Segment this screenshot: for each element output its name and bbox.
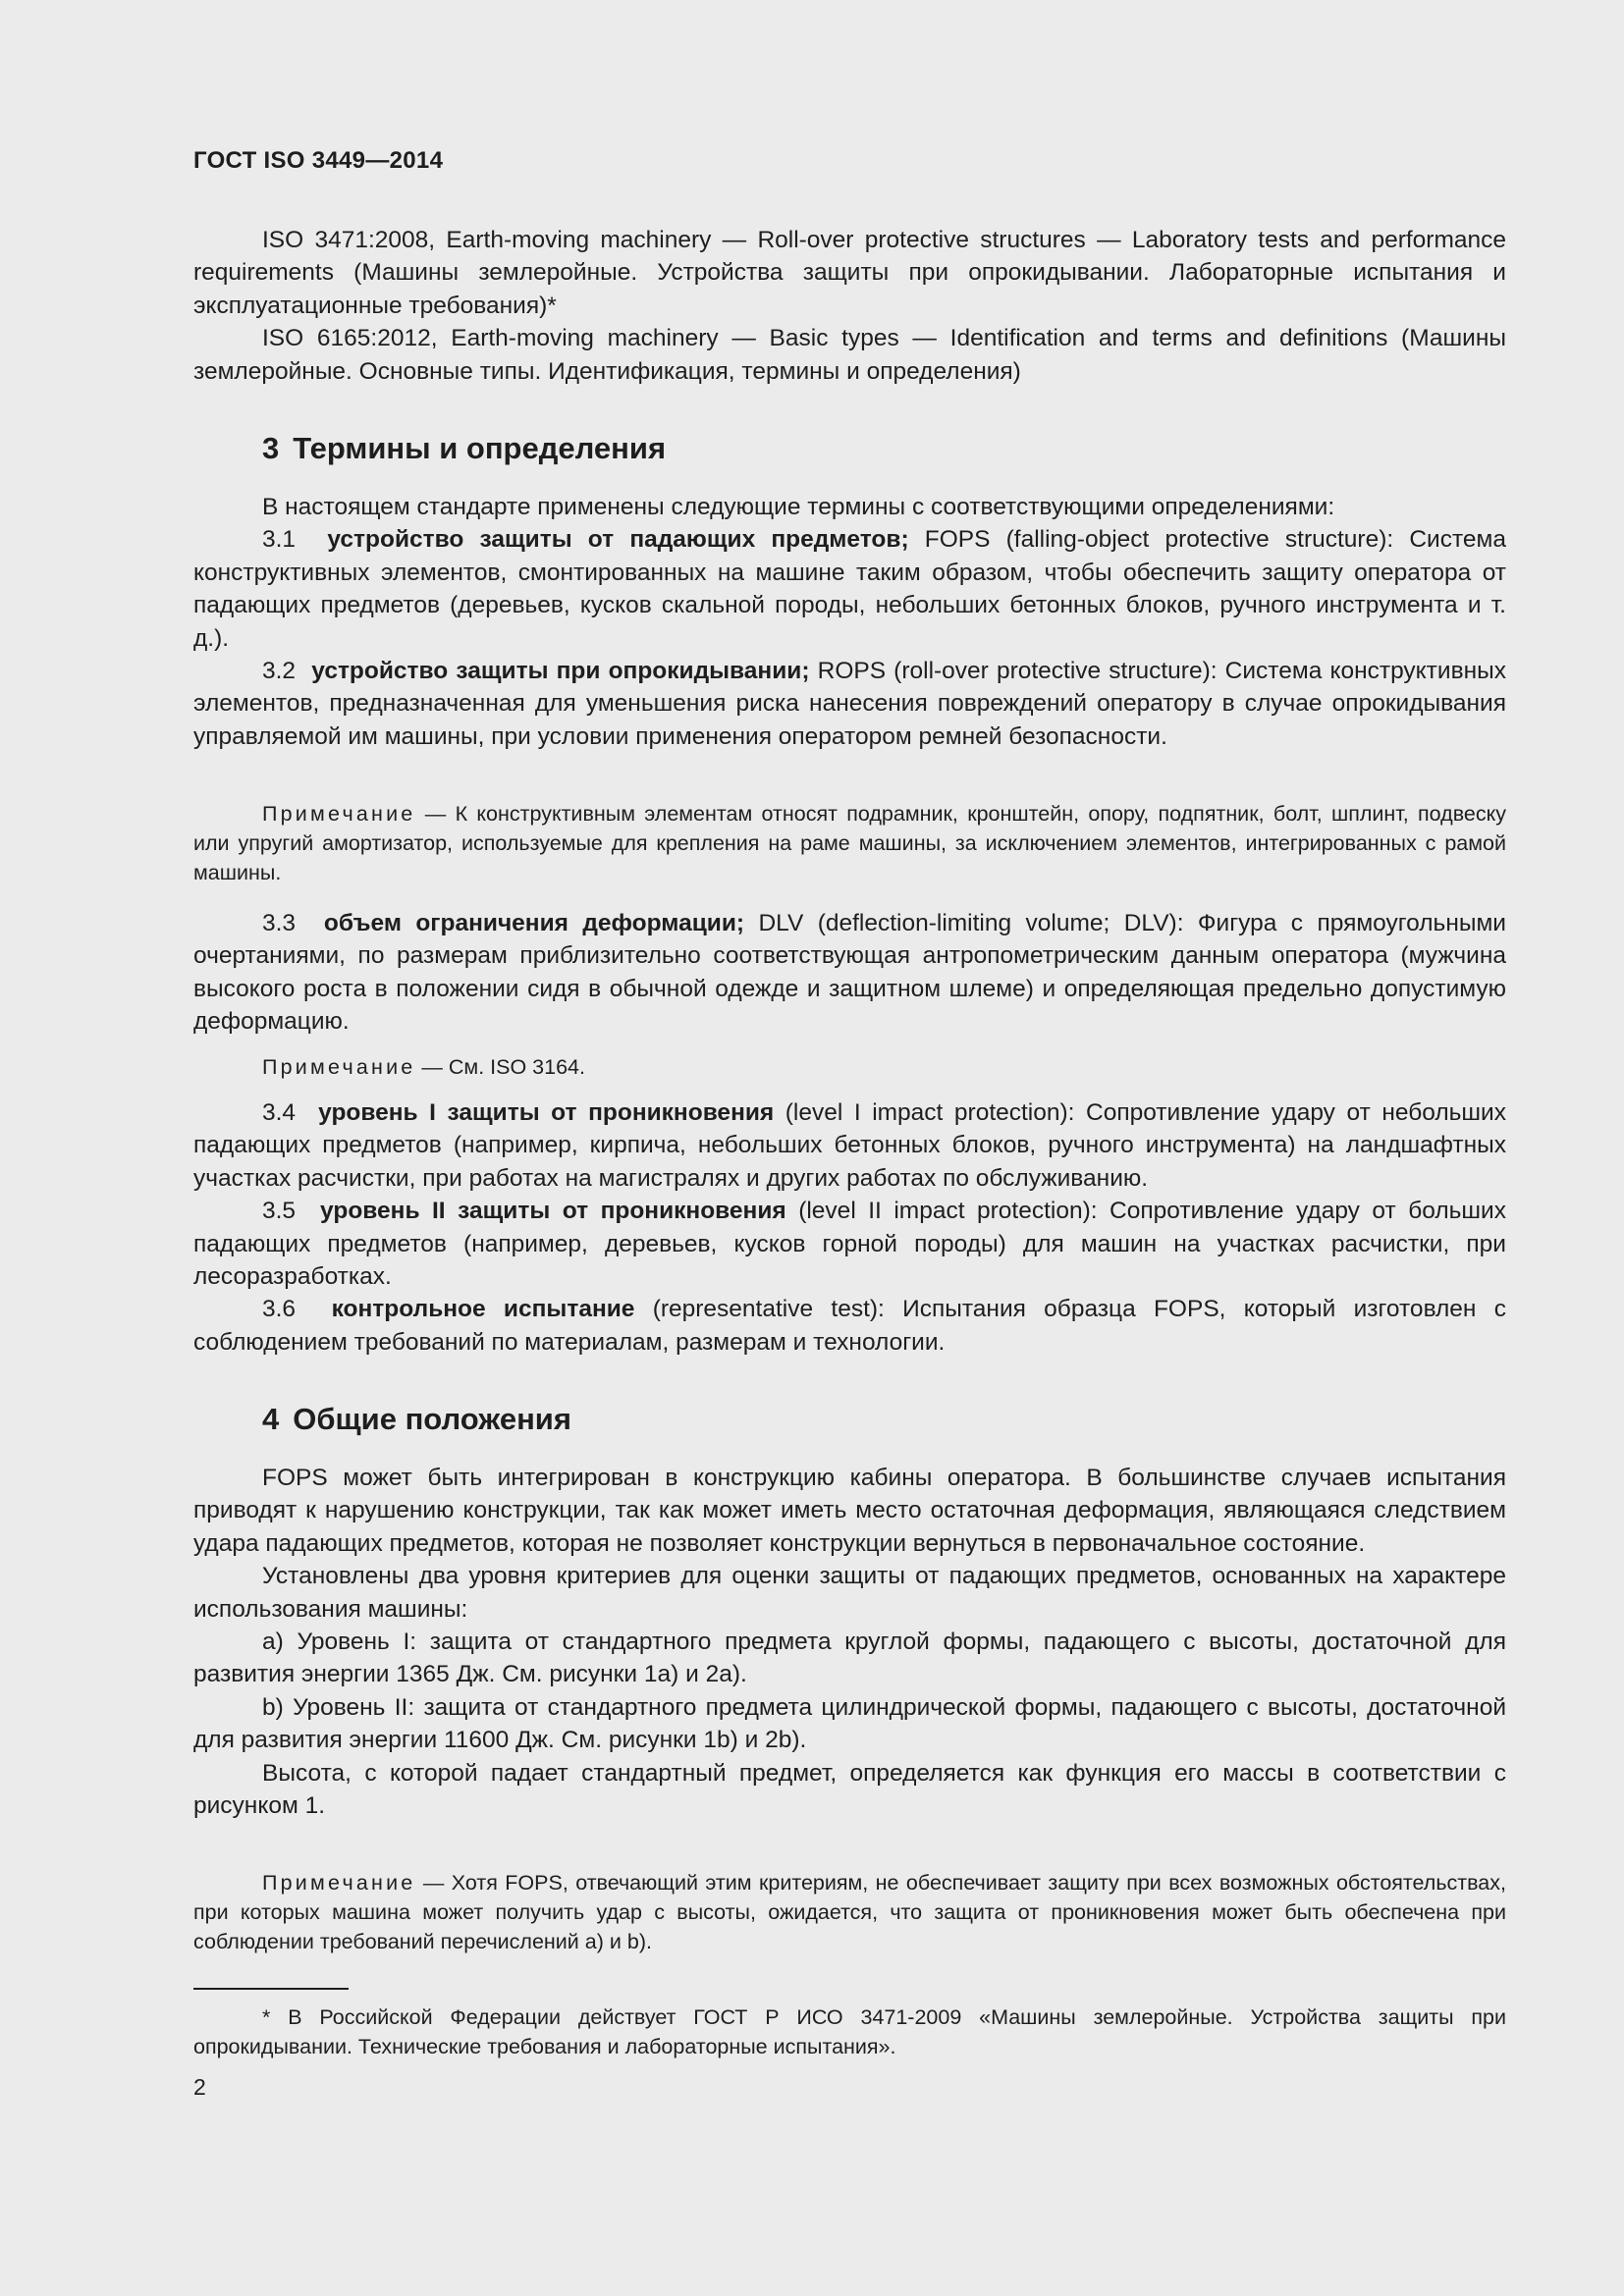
references-block xyxy=(193,224,1506,388)
note-paragraph xyxy=(193,1052,1506,1082)
section-4-paragraph-3: Высота, с которой падает стандартный предмет, определяется как функция его массы в соответствии с рисунком 1. xyxy=(193,1759,1506,1820)
note-label: Примечание xyxy=(262,1871,416,1895)
term-definition: (level I impact protection): Сопротивление удару от небольших падающих предметов (например, кирпича, небольших бетонных блоков, ручного инструмента) на ландшафтных участках расчистки, при работах на магистралях и других работах по обслуживанию. xyxy=(193,1099,1506,1192)
term-definition: (level II impact protection): Сопротивление удару от больших падающих предметов (например, деревьев, кусков горной породы) для машин на участках расчистки, при лесоразработках. xyxy=(193,1198,1506,1291)
section-3-terms-part-1 xyxy=(193,491,1506,753)
term-definition: DLV (deflection-limiting volume; DLV): Фигура с прямоугольными очертаниями, по размерам приблизительно соответствующая антропометрическим данным оператора (мужчина высокого роста в положении сидя в обычной одежде и защитном шлеме) и определяющая предельно допустимую деформацию. xyxy=(193,910,1506,1036)
note-text: — Хотя FOPS, отвечающий этим критериям, не обеспечивает защиту при всех возможных обстоятельствах, при которых машина может получить удар с высоты, ожидается, что защита от проникновения может быть обеспечена при соблюдении требований перечислений а) и b). xyxy=(193,1871,1506,1953)
section-4-heading xyxy=(193,1400,1506,1439)
note-paragraph xyxy=(193,799,1506,887)
page-number: 2 xyxy=(193,2074,206,2100)
footnote-block xyxy=(193,2002,1506,2061)
footnote-divider xyxy=(193,1988,349,1990)
term-number: 3.3 xyxy=(262,910,297,936)
note-text: — См. ISO 3164. xyxy=(415,1055,585,1079)
term-3-3 xyxy=(193,907,1506,1039)
footnote: * В Российской Федерации действует ГОСТ Р ИСО 3471-2009 «Машины землеройные. Устройства защиты при опрокидывании. Технические требования и лабораторные испытания». xyxy=(193,2005,1506,2058)
section-title: Общие положения xyxy=(293,1402,571,1436)
term-name: уровень II защиты от проникновения xyxy=(320,1198,786,1225)
section-4-list-item-b: b) Уровень II: защита от стандартного предмета цилиндрической формы, падающего с высоты, достаточной для развития энергии 11600 Дж. См. рисунки 1b) и 2b). xyxy=(193,1693,1506,1754)
section-4-body xyxy=(193,1462,1506,1822)
term-3-6 xyxy=(193,1293,1506,1359)
term-name: устройство защиты от падающих предметов; xyxy=(327,526,909,554)
document-header-title: ГОСТ ISO 3449—2014 xyxy=(193,147,444,174)
section-3-terms-part-2 xyxy=(193,1096,1506,1359)
term-definition: (representative test): Испытания образца FOPS, который изготовлен с соблюдением требований по материалам, размерам и технологии. xyxy=(193,1296,1506,1356)
term-name: устройство защиты при опрокидывании; xyxy=(311,658,810,685)
term-name: объем ограничения деформации; xyxy=(323,910,745,936)
term-number: 3.6 xyxy=(262,1296,297,1323)
term-3-5 xyxy=(193,1195,1506,1293)
note-label: Примечание xyxy=(262,1055,416,1079)
term-number: 3.5 xyxy=(262,1198,297,1225)
term-number: 3.2 xyxy=(262,658,297,685)
term-number: 3.4 xyxy=(262,1099,297,1126)
term-definition: FOPS (falling-object protective structure): Система конструктивных элементов, смонтированных на машине таким образом, чтобы обеспечить защиту оператора от падающих предметов (деревьев, кусков скальной породы, небольших бетонных блоков, ручного инструмента и т. д.). xyxy=(193,526,1506,652)
section-number: 3 xyxy=(262,431,280,465)
term-name: контрольное испытание xyxy=(331,1296,635,1323)
note-label: Примечание xyxy=(262,802,416,826)
term-3-2 xyxy=(193,655,1506,753)
section-heading xyxy=(193,1400,1506,1439)
reference-iso-6165: ISO 6165:2012, Earth-moving machinery — Basic types — Identification and terms and definitions (Машины землеройные. Основные типы. Идентификация, термины и определения) xyxy=(193,325,1506,385)
section-4-paragraph-1: FOPS может быть интегрирован в конструкцию кабины оператора. В большинстве случаев испытания приводят к нарушению конструкции, так как может иметь место остаточная деформация, являющаяся следствием удара падающих предметов, которая не позволяет конструкции вернуться в первоначальное состояние. xyxy=(193,1465,1506,1557)
section-3-heading xyxy=(193,429,1506,468)
term-number: 3.1 xyxy=(262,526,297,554)
section-number: 4 xyxy=(262,1402,280,1436)
term-3-4 xyxy=(193,1096,1506,1195)
section-title: Термины и определения xyxy=(293,431,667,465)
term-name: уровень I защиты от проникновения xyxy=(318,1099,775,1126)
term-definition: ROPS (roll-over protective structure): Система конструктивных элементов, предназначенная для уменьшения риска нанесения повреждений оператору в случае опрокидывания управляемой им машины, при условии применения оператором ремней безопасности. xyxy=(193,658,1506,750)
note-paragraph xyxy=(193,1868,1506,1956)
note-section-4 xyxy=(193,1868,1506,1956)
term-3-3-block xyxy=(193,907,1506,1039)
note-3-2 xyxy=(193,799,1506,887)
term-3-1 xyxy=(193,523,1506,655)
note-text: — К конструктивным элементам относят подрамник, кронштейн, опору, подпятник, болт, шплинт, подвеску или упругий амортизатор, используемые для крепления на раме машины, за исключением элементов, интегрированных с рамой машины. xyxy=(193,802,1506,884)
section-3-intro: В настоящем стандарте применены следующие термины с соответствующими определениями: xyxy=(262,494,1335,520)
note-3-3 xyxy=(193,1052,1506,1082)
section-4-paragraph-2: Установлены два уровня критериев для оценки защиты от падающих предметов, основанных на характере использования машины: xyxy=(193,1563,1506,1623)
section-heading xyxy=(193,429,1506,468)
document-page xyxy=(193,0,1506,2296)
reference-iso-3471: ISO 3471:2008, Earth-moving machinery — Roll-over protective structures — Laboratory tests and performance requirements (Машины землеройные. Устройства защиты при опрокидывании. Лабораторные испытания и эксплуатационные требования)* xyxy=(193,227,1506,319)
section-4-list-item-a: а) Уровень I: защита от стандартного предмета круглой формы, падающего с высоты, достаточной для развития энергии 1365 Дж. См. рисунки 1а) и 2а). xyxy=(193,1629,1506,1688)
